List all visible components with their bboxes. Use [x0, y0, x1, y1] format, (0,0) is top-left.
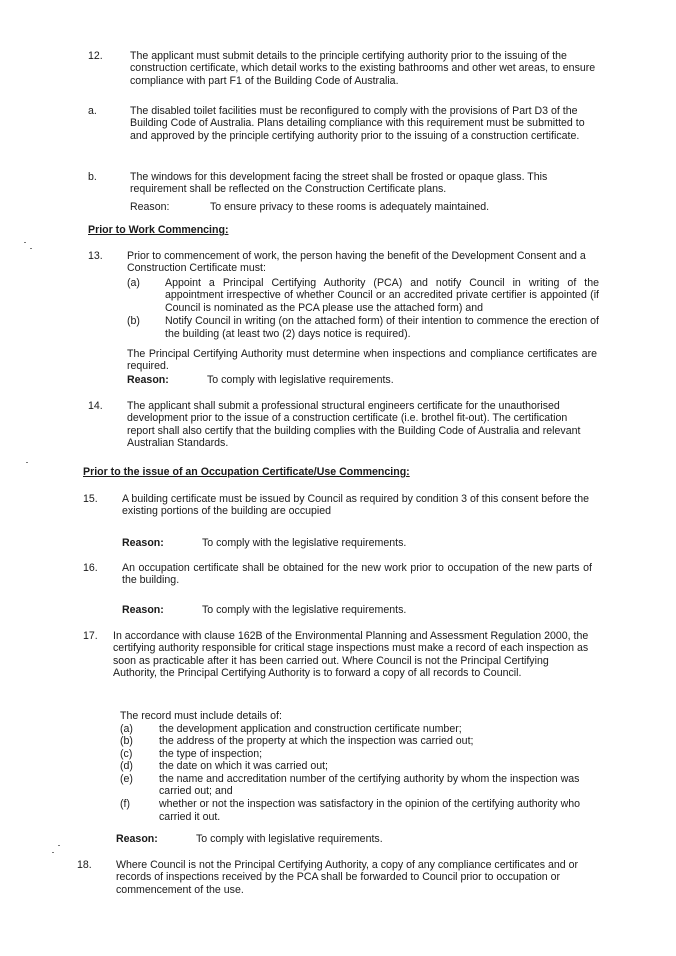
reason-text: To comply with legislative requirements.: [207, 374, 394, 386]
condition-after: The Principal Certifying Authority must determine when inspections and compliance certificates are required.: [127, 348, 597, 373]
item-text: the development application and construction certificate number;: [159, 723, 462, 735]
condition-text: The applicant must submit details to the principle certifying authority prior to the issuing of the construction certificate, which detail works to the existing bathrooms and other wet areas, to ensure compliance with part F1 of the Building Code of Australia.: [130, 50, 596, 87]
item-letter: (c): [120, 747, 133, 760]
condition-number: b.: [88, 171, 97, 183]
condition-text: An occupation certificate shall be obtained for the new work prior to occupation of the new parts of the building.: [122, 562, 592, 587]
reason-label: Reason:: [127, 374, 169, 386]
item-text: Appoint a Principal Certifying Authority (PCA) and notify Council in writing of the appointment irrespective of whether Council or an accredited private certifier is appointed (if Council is nominated as the PCA please use the attached form) and: [165, 277, 599, 314]
list-item: [127, 277, 599, 314]
item-letter: (e): [120, 772, 133, 785]
item-text: Notify Council in writing (on the attached form) of their intention to commence the erection of the building (at least two (2) days notice is required).: [165, 315, 599, 340]
condition-text: The applicant shall submit a professional structural engineers certificate for the unauthorised development prior to the issue of a construction certificate (i.e. brothel fit-out). The certification report shall also certify that the building complies with the Building Code of Australia and relevant Australian Standards.: [127, 400, 581, 450]
item-letter: (b): [127, 315, 140, 328]
reason-text: To comply with the legislative requirements.: [202, 537, 407, 549]
list-item: [120, 735, 592, 747]
item-letter: (a): [127, 277, 140, 289]
condition-number: 17.: [83, 630, 98, 642]
scan-mark: [52, 852, 54, 853]
scan-mark: [58, 845, 60, 846]
condition-number: 18.: [77, 859, 92, 871]
condition-text: The windows for this development facing the street shall be frosted or opaque glass. This requirement shall be reflected on the Construction Certificate plans.: [130, 171, 548, 196]
scan-mark: [30, 248, 32, 249]
item-letter: (a): [120, 723, 133, 735]
list-item: [120, 748, 592, 760]
list-item: [120, 723, 592, 735]
condition-17-list: [120, 723, 592, 823]
list-item: [120, 760, 592, 772]
item-text: whether or not the inspection was satisfactory in the opinion of the certifying authority who carried it out.: [159, 798, 581, 823]
condition-text: A building certificate must be issued by Council as required by condition 3 of this consent before the existing portions of the building are occupied: [122, 493, 589, 518]
reason-label: Reason:: [130, 201, 170, 213]
reason-label: Reason:: [116, 833, 158, 845]
item-letter: (b): [120, 735, 133, 748]
item-text: the type of inspection;: [159, 747, 263, 760]
section-heading-prior-occupation: Prior to the issue of an Occupation Certificate/Use Commencing:: [83, 466, 410, 478]
condition-number: 12.: [88, 50, 103, 62]
condition-13-list: [127, 277, 599, 340]
item-text: the name and accreditation number of the certifying authority by whom the inspection was carried out; and: [159, 772, 580, 798]
condition-intro: Prior to commencement of work, the person having the benefit of the Development Consent and a Construction Certificate must:: [127, 250, 586, 275]
reason-label: Reason:: [122, 537, 164, 549]
list-item: [120, 773, 592, 798]
reason-line: [122, 537, 592, 549]
reason-text: To ensure privacy to these rooms is adequately maintained.: [210, 201, 490, 213]
list-item: [127, 315, 599, 340]
item-letter: (d): [120, 760, 133, 773]
list-item: [120, 798, 592, 823]
reason-label: Reason:: [122, 604, 164, 616]
item-text: the address of the property at which the inspection was carried out;: [159, 735, 474, 748]
reason-text: To comply with the legislative requirements.: [202, 604, 407, 616]
item-text: the date on which it was carried out;: [159, 760, 329, 773]
condition-text: In accordance with clause 162B of the Environmental Planning and Assessment Regulation 2000, the certifying authority responsible for critical stage inspections must make a record of each inspection as soon as practicable after it has been carried out. Where Council is not the Principal Certifying Authority, the Principal Certifying Authority is to forward a copy of all records to Council.: [113, 630, 589, 680]
reason-text: To comply with legislative requirements.: [196, 833, 383, 845]
reason-line: [116, 833, 586, 845]
condition-text: The disabled toilet facilities must be reconfigured to comply with the provisions of Part D3 of the Building Code of Australia. Plans detailing compliance with this requirement must be submitted to and approved by the principle certifying authority prior to the issuing of a construction certificate.: [130, 105, 585, 142]
condition-text: Where Council is not the Principal Certifying Authority, a copy of any compliance certificates and or records of inspections received by the PCA shall be forwarded to Council prior to occupation or commencement of the use.: [116, 859, 579, 896]
section-heading-prior-work: Prior to Work Commencing:: [88, 224, 229, 236]
scan-mark: [26, 462, 28, 463]
item-letter: (f): [120, 798, 130, 811]
condition-number: 13.: [88, 250, 103, 262]
condition-number: 15.: [83, 493, 98, 505]
condition-number: 16.: [83, 562, 98, 574]
list-intro: The record must include details of:: [120, 710, 282, 722]
condition-number: a.: [88, 105, 97, 117]
reason-line: [130, 201, 600, 213]
reason-line: [122, 604, 592, 616]
condition-number: 14.: [88, 400, 103, 412]
scan-mark: [24, 242, 26, 243]
reason-line: [127, 374, 597, 386]
